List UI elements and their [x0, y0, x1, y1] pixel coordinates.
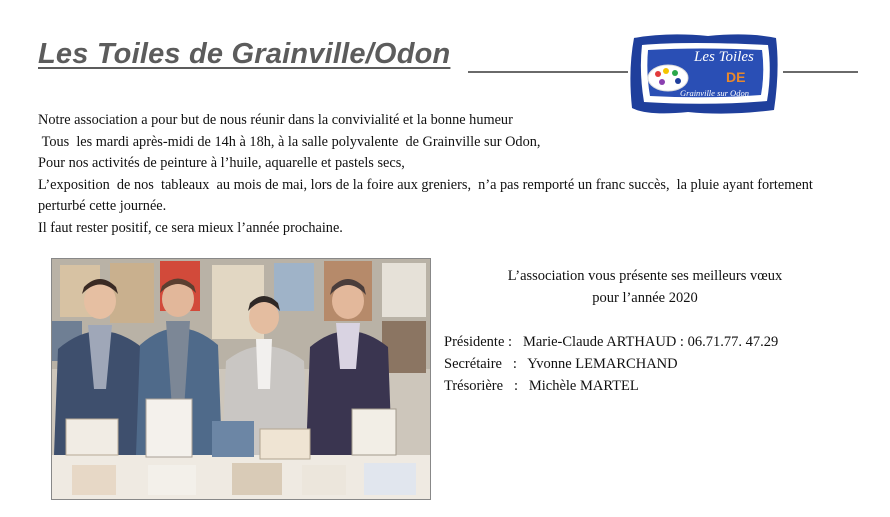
paragraph-4: L’exposition de nos tableaux au mois de mai, lors de la foire aux greniers, n’a pas remporté un franc succès, la pluie ayant fortement perturbé cette journée.: [38, 176, 817, 214]
paragraph-1: Notre association a pour but de nous réunir dans la convivialité et la bonne humeur: [38, 112, 513, 128]
wishes-line-2: pour l’année 2020: [592, 290, 698, 306]
contact-role: Secrétaire: [444, 356, 502, 372]
title-rule-left: [468, 71, 628, 73]
contact-separator: [512, 334, 523, 350]
paragraph-3: Pour nos activités de peinture à l’huile, aquarelle et pastels secs,: [38, 155, 405, 171]
logo-graphic: [628, 30, 780, 116]
contact-value: Marie-Claude ARTHAUD : 06.71.77. 47.29: [522, 334, 779, 350]
contact-list: [444, 331, 778, 397]
page-title: Les Toiles de Grainville/Odon: [38, 38, 451, 70]
contact-row-secretaire: [444, 353, 778, 375]
title-rule-right: [783, 71, 858, 73]
group-photo: [51, 258, 431, 500]
contact-row-presidente: [444, 331, 778, 353]
association-logo: [628, 30, 780, 116]
contact-value: Yvonne LEMARCHAND: [527, 356, 678, 372]
contact-value: Michèle MARTEL: [528, 378, 639, 394]
group-photo-illustration: [52, 259, 430, 499]
logo-bottom-text: Grainville sur Odon: [680, 88, 749, 98]
contact-role: Présidente :: [444, 334, 513, 350]
logo-top-text: Les Toiles: [694, 49, 754, 65]
wishes: [445, 265, 845, 309]
intro-text: [38, 110, 858, 239]
logo-de-text: DE: [726, 69, 746, 85]
wishes-line-1: L’association vous présente ses meilleurs vœux: [507, 268, 783, 284]
contact-role: Trésorière: [444, 378, 504, 394]
contact-separator: :: [503, 378, 529, 394]
contact-separator: :: [501, 356, 528, 372]
contact-row-tresoriere: [444, 375, 778, 397]
paragraph-2: Tous les mardi après-midi de 14h à 18h, à la salle polyvalente de Grainville sur Odon,: [38, 133, 541, 150]
paragraph-5: Il faut rester positif, ce sera mieux l’année prochaine.: [38, 219, 343, 236]
